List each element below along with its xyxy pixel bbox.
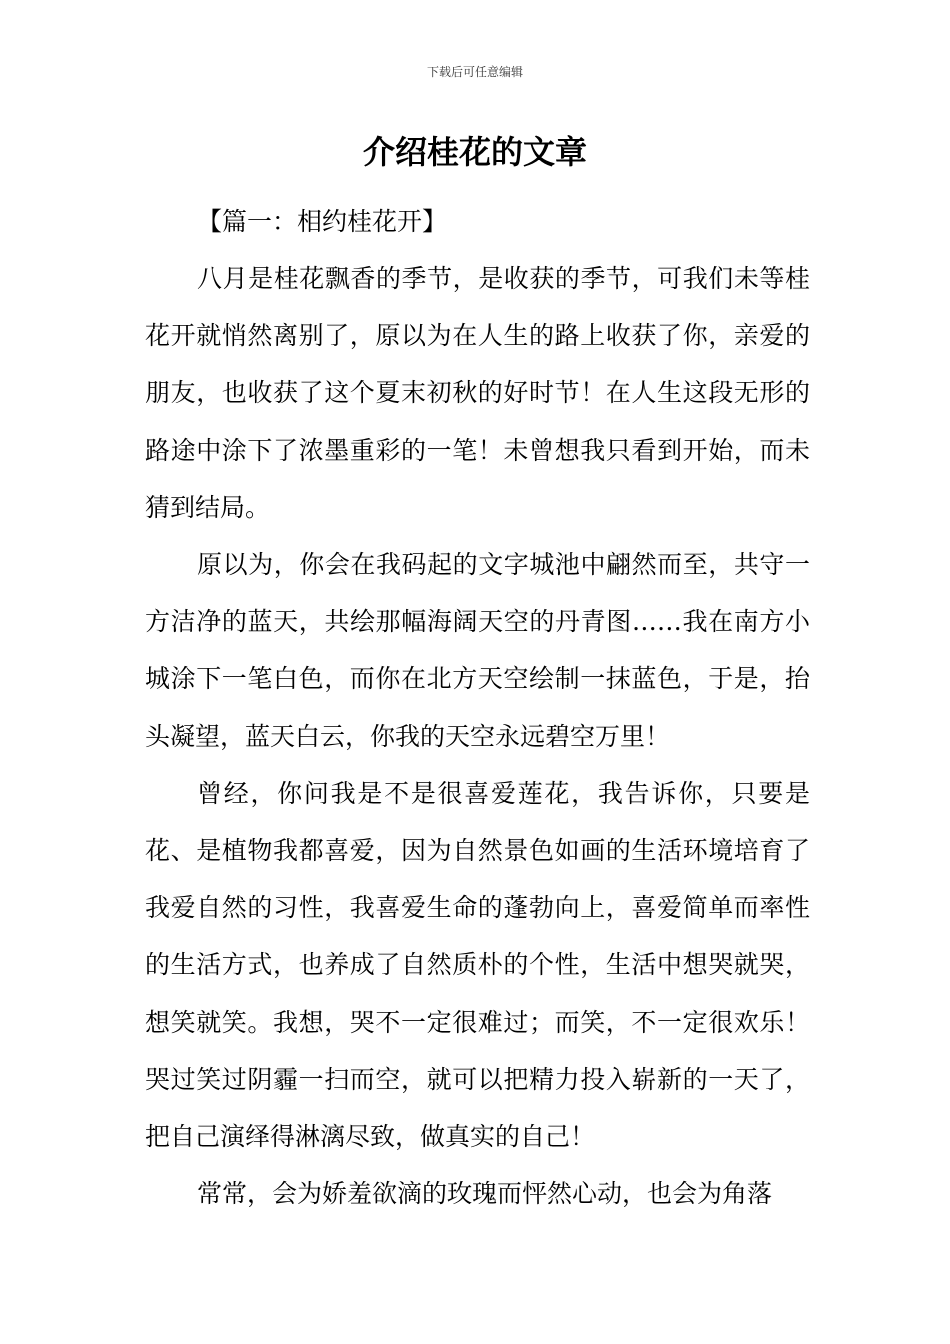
- section-heading: 【篇一：相约桂花开】: [197, 207, 448, 236]
- paragraph: 常常，会为娇羞欲滴的玫瑰而怦然心动，也会为角落: [197, 1179, 773, 1209]
- document-title: 介绍桂花的文章: [362, 133, 587, 171]
- paragraph: 八月是桂花飘香的季节，是收获的季节，可我们未等桂花开就悄然离别了，原以为在人生的路上收获了你，亲爱的朋友，也收获了这个夏末初秋的好时节！在人生这段无形的路途中涂下了浓墨重彩的一笔！未曾想我只看到开始，而未猜到结局。: [145, 264, 810, 522]
- paragraph: 曾经，你问我是不是很喜爱莲花，我告诉你，只要是花、是植物我都喜爱，因为自然景色如画的生活环境培育了我爱自然的习性，我喜爱生命的蓬勃向上，喜爱简单而率性的生活方式，也养成了自然质朴的个性，生活中想哭就哭，想笑就笑。我想，哭不一定很难过；而笑，不一定很欢乐！哭过笑过阴霾一扫而空，就可以把精力投入崭新的一天了，把自己演绎得淋漓尽致，做真实的自己！: [145, 778, 810, 1152]
- paragraph: 原以为，你会在我码起的文字城池中翩然而至，共守一方洁净的蓝天，共绘那幅海阔天空的丹青图……我在南方小城涂下一笔白色，而你在北方天空绘制一抹蓝色，于是，抬头凝望，蓝天白云，你我的天空永远碧空万里！: [145, 550, 810, 751]
- document-body: [145, 193, 810, 1222]
- header-note: 下载后可任意编辑: [426, 65, 523, 79]
